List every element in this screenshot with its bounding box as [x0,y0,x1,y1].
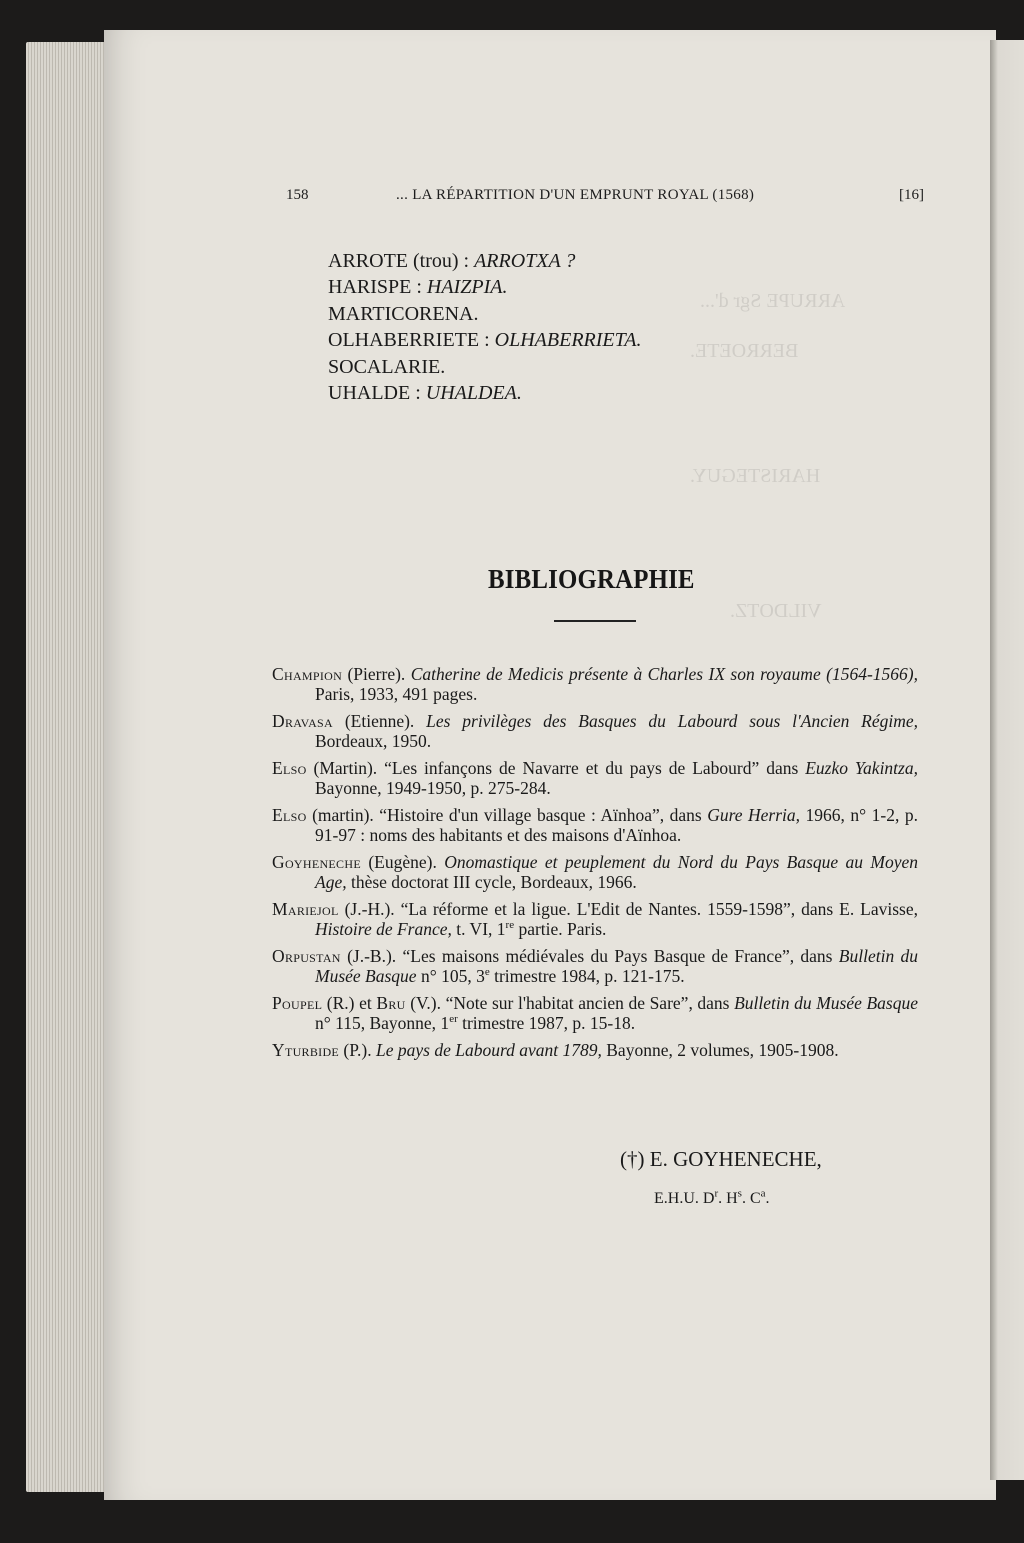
facing-page-edge [990,40,1024,1480]
bibliography-item: Mariejol (J.-H.). “La réforme et la ligue. L'Edit de Nantes. 1559-1598”, dans E. Lavisse, Histoire de France, t. VI, 1re partie. Paris. [272,899,919,939]
author-credentials: E.H.U. $D^r$. $H^s$. $C^a$. [654,1187,770,1207]
running-title: ... LA RÉPARTITION D'UN EMPRUNT ROYAL (1568) [396,187,755,203]
bleed-through: BERROETE. [690,340,799,362]
house-entry: UHALDE : UHALDEA. [328,382,522,405]
house-entry: HARISPE : HAIZPIA. [328,276,508,299]
bibliography-item: Goyheneche (Eugène). Onomastique et peuplement du Nord du Pays Basque au Moyen Age, thèse doctorat III cycle, Bordeaux, 1966. [272,852,918,892]
bibliography-list [272,664,918,1067]
author-signature: (†) E. GOYHENECHE, [620,1147,822,1171]
running-header [286,187,926,211]
bibliography-item: Dravasa (Etienne). Les privilèges des Basques du Labourd sous l'Ancien Régime, Bordeaux, 1950. [272,711,919,751]
bleed-through: HARISTEGUY. [690,465,821,487]
bleed-through: ARRUPE Sgr d'... [700,290,846,312]
bibliography-item: Poupel (R.) et Bru (V.). “Note sur l'habitat ancien de Sare”, dans Bulletin du Musée Basque n° 115, Bayonne, 1er trimestre 1987, p. 15-18. [272,993,918,1033]
bibliography-heading: BIBLIOGRAPHIE [488,564,695,594]
bibliography-item: Elso (Martin). “Les infançons de Navarre et du pays de Labourd” dans Euzko Yakintza, Bayonne, 1949-1950, p. 275-284. [272,758,918,798]
bibliography-item: Elso (martin). “Histoire d'un village basque : Aïnhoa”, dans Gure Herria, 1966, n° 1-2, p. 91-97 : noms des habitants et des maisons d'Aïnhoa. [272,805,919,845]
section-number: [16] [899,187,924,203]
house-entry: SOCALARIE. [328,355,446,378]
house-entry: OLHABERRIETE : OLHABERRIETA. [328,329,642,352]
bibliography-item: Champion (Pierre). Catherine de Medicis présente à Charles IX son royaume (1564-1566), Paris, 1933, 491 pages. [272,664,918,704]
bibliography-item: Orpustan (J.-B.). “Les maisons médiévales du Pays Basque de France”, dans Bulletin du Musée Basque n° 105, 3e trimestre 1984, p. 121-175. [272,946,919,986]
bibliography-item: Yturbide (P.). Le pays de Labourd avant 1789, Bayonne, 2 volumes, 1905-1908. [272,1040,839,1060]
page-number: 158 [286,187,309,203]
house-list [328,248,828,406]
house-entry: MARTICORENA. [328,302,479,325]
house-entry: ARROTE (trou) : ARROTXA ? [328,250,576,272]
bleed-through: VILDOTZ. [730,600,822,622]
heading-rule [554,620,636,622]
